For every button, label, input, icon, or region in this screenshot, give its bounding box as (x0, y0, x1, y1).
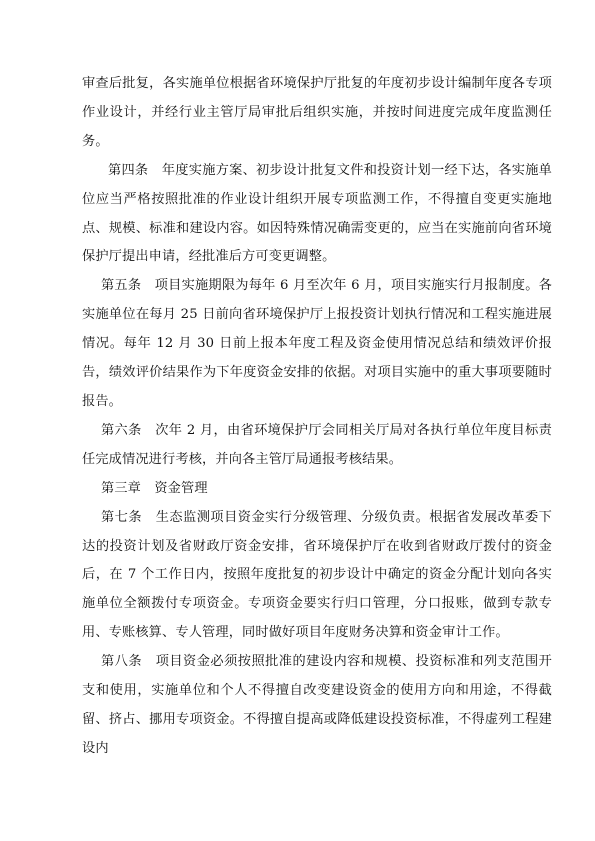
paragraph-article-5: 第五条 项目实施期限为每年 6 月至次年 6 月，项目实施实行月报制度。各实施单位在每月 25 日前向省环境保护厅上报投资计划执行情况和工程实施进展情况。每年 12 月 30 日前上报本年度工程及资金使用情况总结和绩效评价报告，绩效评价结果作为下年度资金安排的依据。对项目实施中的重大事项要随时报告。 (82, 278, 552, 409)
paragraph-article-7: 第七条 生态监测项目资金实行分级管理、分级负责。根据省发展改革委下达的投资计划及省财政厅资金安排，省环境保护厅在收到省财政厅拨付的资金后，在 7 个工作日内，按照年度批复的初步设计中确定的资金分配计划向各实施单位全额拨付专项资金。专项资金要实行归口管理，分口报账，做到专款专用、专账核算、专人管理，同时做好项目年度财务决算和资金审计工作。 (82, 509, 552, 641)
paragraph-continued: 审查后批复，各实施单位根据省环境保护厅批复的年度初步设计编制年度各专项作业设计，并经行业主管厅局审批后组织实施，并按时间进度完成年度监测任务。 (82, 76, 552, 149)
document-body (82, 70, 552, 764)
chapter-heading: 第三章 资金管理 (101, 480, 208, 496)
paragraph-article-6: 第六条 次年 2 月，由省环境保护厅会同相关厅局对各执行单位年度目标责任完成情况进行考核，并向各主管厅局通报考核结果。 (82, 422, 552, 467)
paragraph-article-4: 第四条 年度实施方案、初步设计批复文件和投资计划一经下达，各实施单位应当严格按照批准的作业设计组织开展专项监测工作，不得擅自变更实施地点、规模、标准和建设内容。如因特殊情况确需变更的，应当在实施前向省环境保护厅提出申请，经批准后方可变更调整。 (82, 162, 552, 265)
paragraph-article-8: 第八条 项目资金必须按照批准的建设内容和规模、投资标准和列支范围开支和使用，实施单位和个人不得擅自改变建设资金的使用方向和用途，不得截留、挤占、挪用专项资金。不得擅自提高或降低建设投资标准，不得虚列工程建设内 (82, 654, 552, 756)
